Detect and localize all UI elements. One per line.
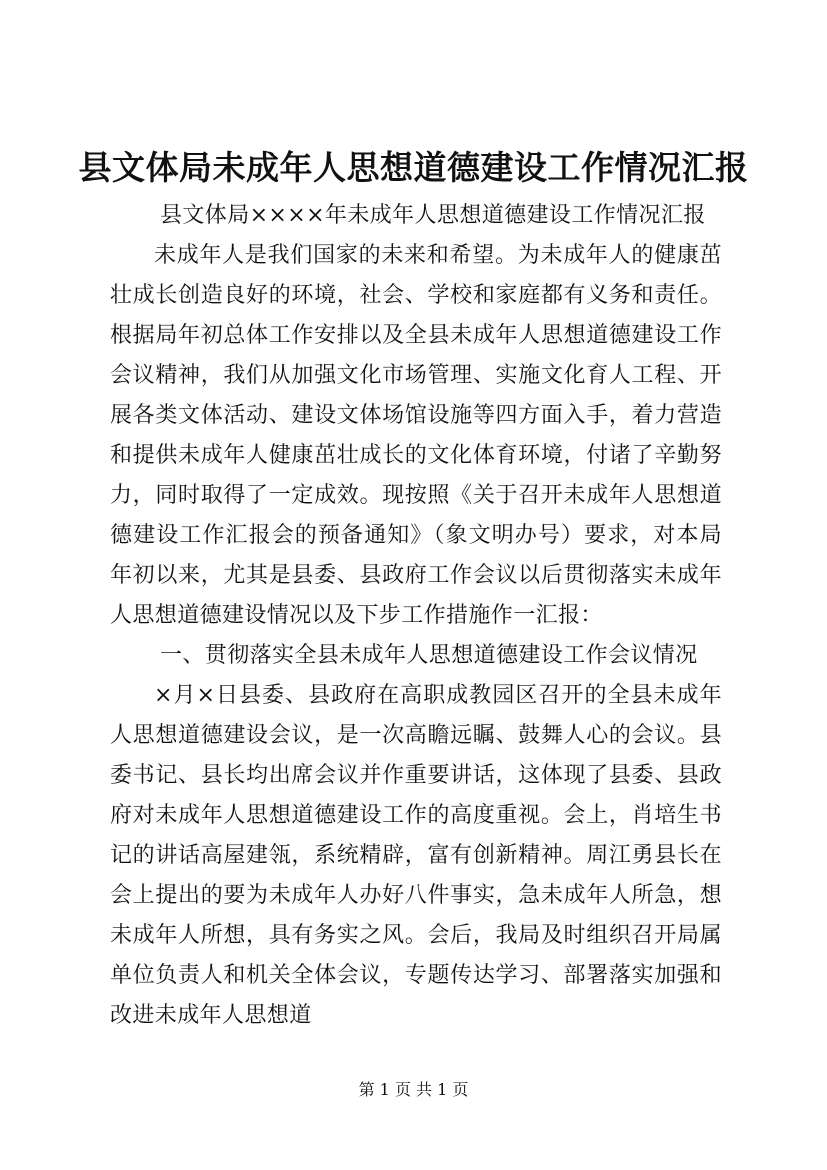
section-heading: 一、贯彻落实全县未成年人思想道德建设工作会议情况 <box>160 643 698 668</box>
body-paragraph-intro: 未成年人是我们国家的未来和希望。为未成年人的健康茁壮成长创造良好的环境，社会、学校和家庭都有义务和责任。根据局年初总体工作安排以及全县未成年人思想道德建设工作会议精神，我们从加强文化市场管理、实施文化育人工程、开展各类文体活动、建设文体场馆设施等四方面入手，着力营造和提供未成年人健康茁壮成长的文化体育环境，付诸了辛勤努力，同时取得了一定成效。现按照《关于召开未成年人思想道德建设工作汇报会的预备通知》（象文明办号）要求，对本局年初以来，尤其是县委、县政府工作会议以后贯彻落实未成年人思想道德建设情况以及下步工作措施作一汇报： <box>110 243 722 628</box>
page-number-footer: 第 1 页 共 1 页 <box>358 1080 469 1099</box>
document-body <box>110 196 722 1036</box>
document-subtitle: 县文体局××××年未成年人思想道德建设工作情况汇报 <box>160 203 706 228</box>
body-paragraph-meeting: ×月×日县委、县政府在高职成教园区召开的全县未成年人思想道德建设会议，是一次高瞻远瞩、鼓舞人心的会议。县委书记、县长均出席会议并作重要讲话，这体现了县委、县政府对未成年人思想道德建设工作的高度重视。会上，肖培生书记的讲话高屋建瓴，系统精辟，富有创新精神。周江勇县长在会上提出的要为未成年人办好八件事实，急未成年人所急，想未成年人所想，具有务实之风。会后，我局及时组织召开局属单位负责人和机关全体会议，专题传达学习、部署落实加强和改进未成年人思想道 <box>110 683 722 1028</box>
document-title: 县文体局未成年人思想道德建设工作情况汇报 <box>78 148 749 187</box>
